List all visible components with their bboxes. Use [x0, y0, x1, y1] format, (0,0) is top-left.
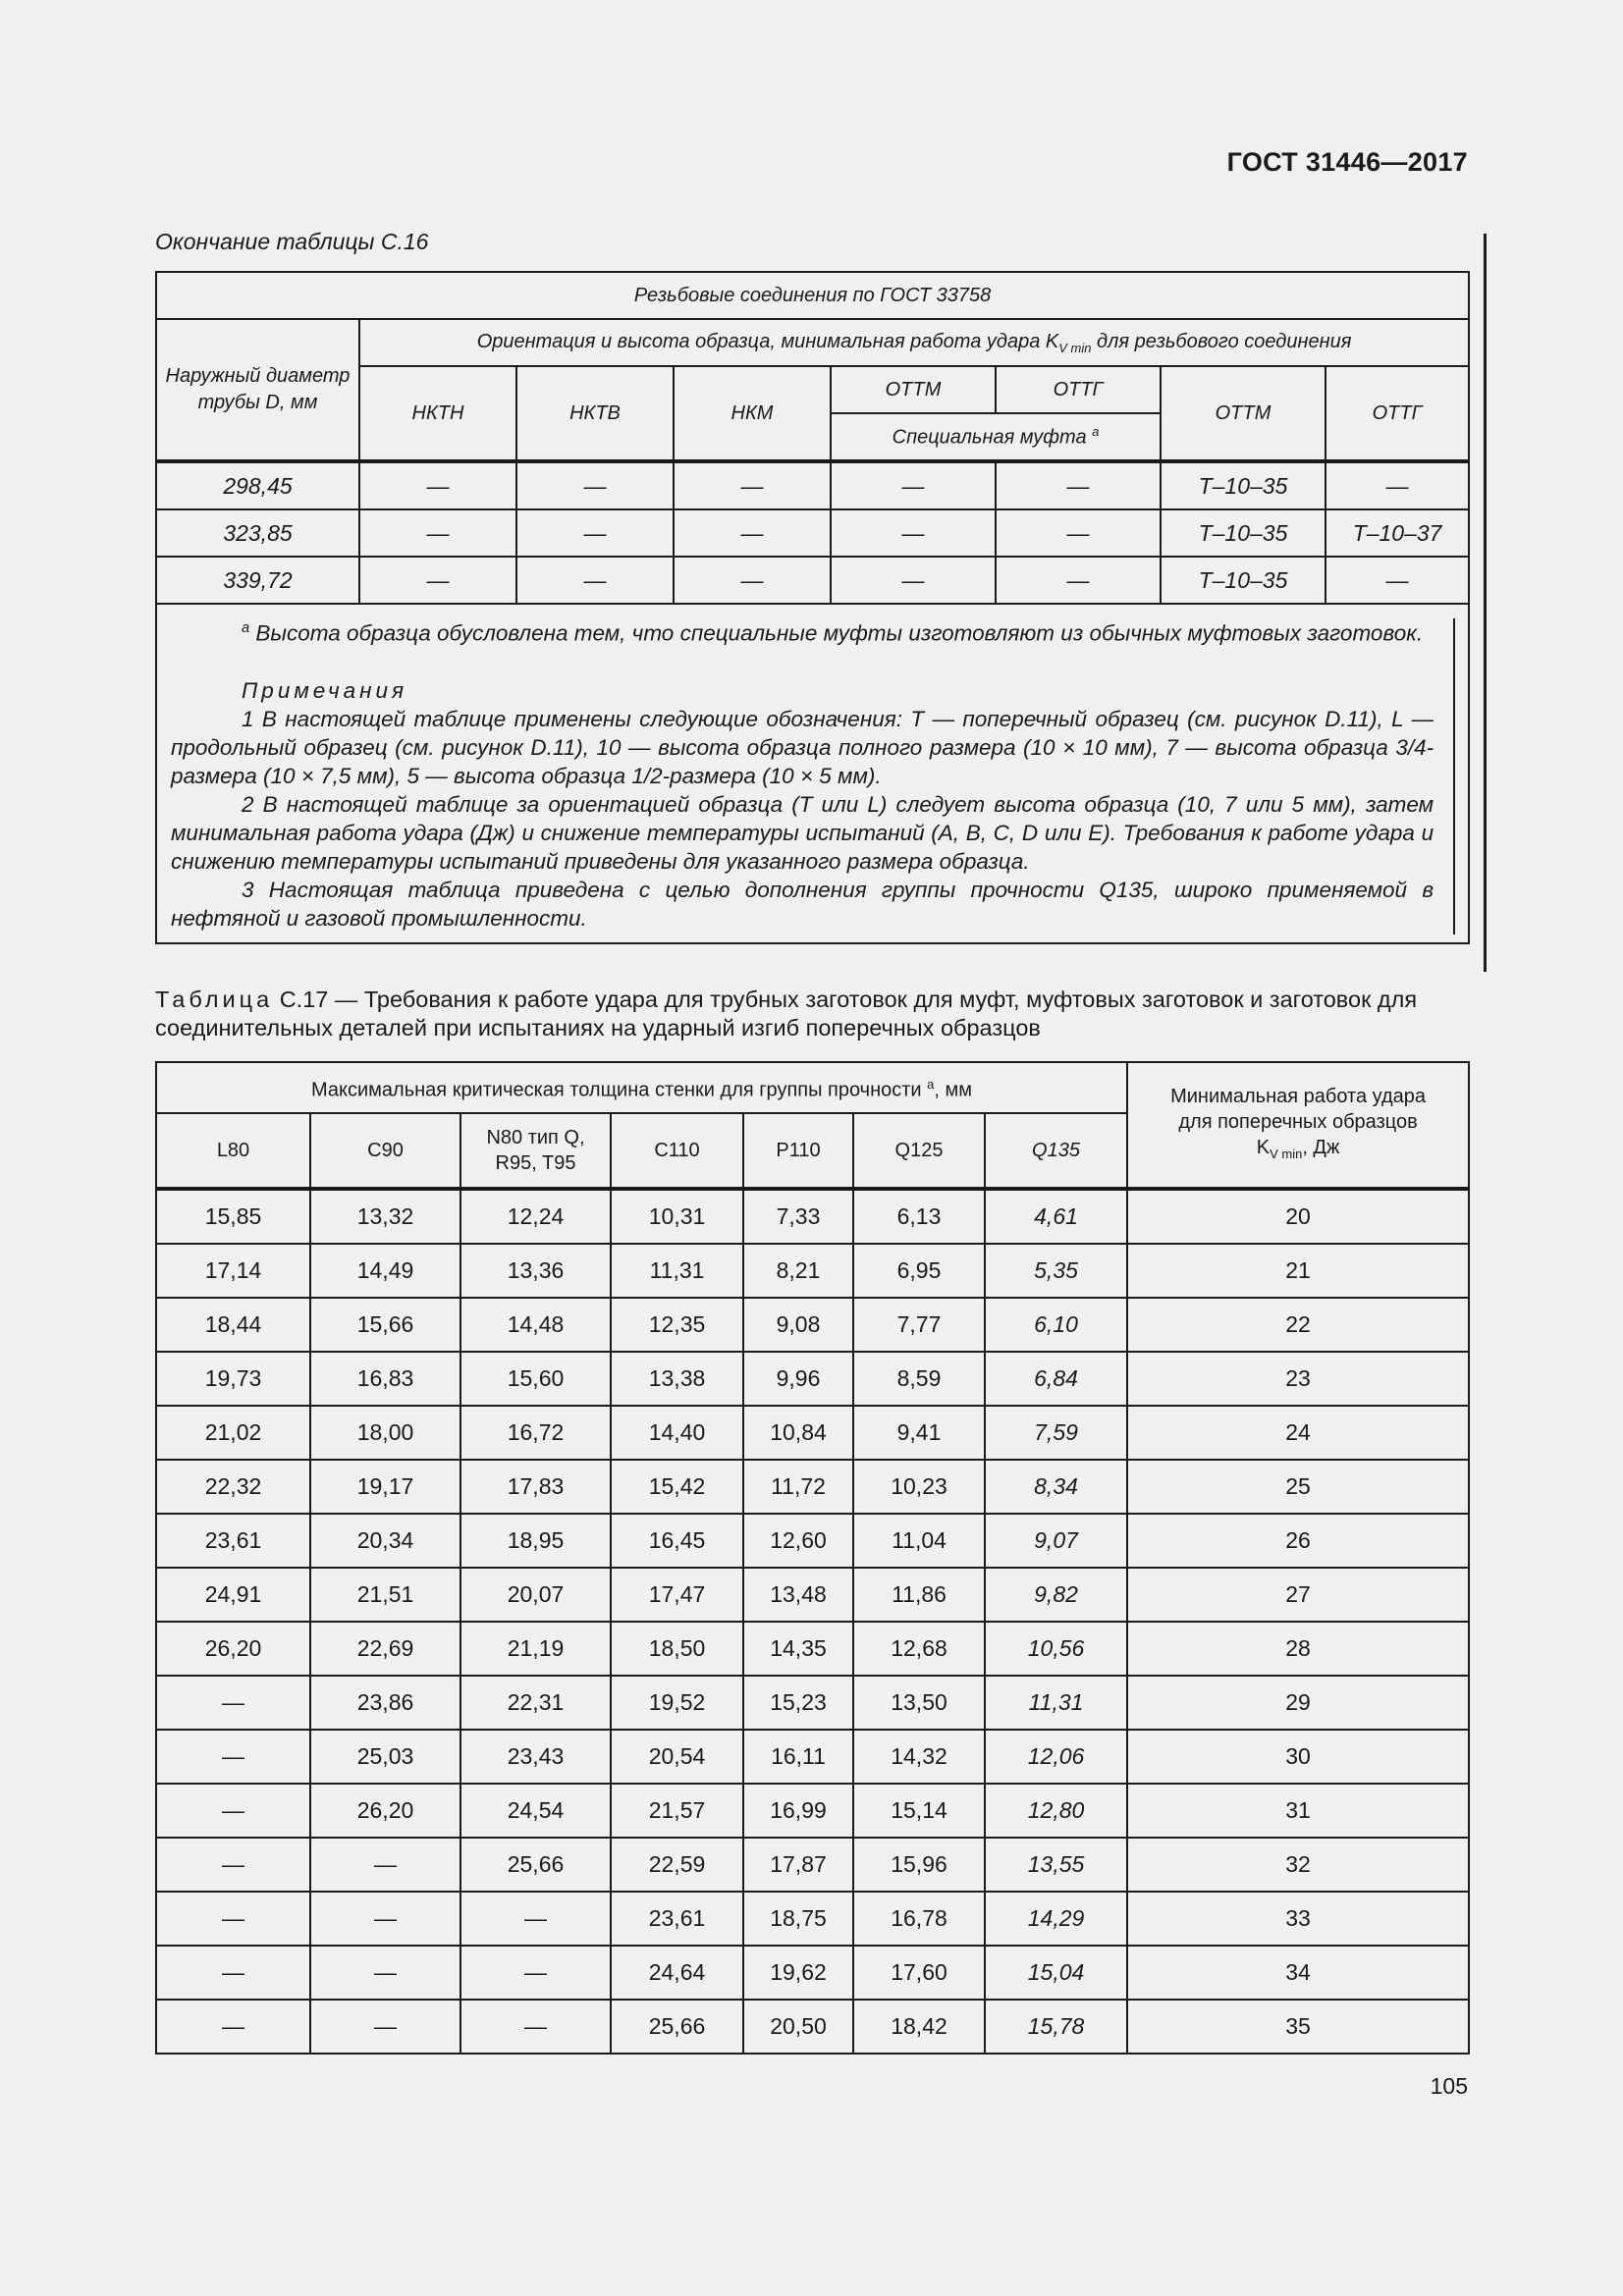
table-c16-notes [156, 604, 1469, 943]
col-head-ottm-special: ОТТМ [831, 366, 996, 413]
table-cell: Т–10–35 [1161, 557, 1325, 604]
table-c17-title: Таблица С.17 — Требования к работе удара для трубных заготовок для муфт, муфтовых заготовок и заготовок для соединительных деталей при испытаниях на ударный изгиб поперечных образцов [155, 987, 1418, 1041]
table-cell: 25,66 [611, 2000, 743, 2054]
notes-title: Примечания [242, 677, 408, 703]
table-cell: 13,50 [853, 1676, 985, 1730]
table-cell: — [359, 509, 516, 557]
col-head-nkm: НКМ [674, 366, 831, 461]
table-cell: 14,48 [460, 1298, 611, 1352]
table-cell: 9,82 [985, 1568, 1127, 1622]
table-cell: 19,17 [310, 1460, 460, 1514]
table-cell: 15,78 [985, 2000, 1127, 2054]
table-cell: 15,60 [460, 1352, 611, 1406]
table-cell: 27 [1127, 1568, 1469, 1622]
table-cell: 18,95 [460, 1514, 611, 1568]
table-cell: — [310, 1838, 460, 1892]
table-cell: — [310, 1892, 460, 1946]
table-cell: 13,38 [611, 1352, 743, 1406]
table-cell: 11,31 [985, 1676, 1127, 1730]
table-cell: 7,77 [853, 1298, 985, 1352]
table-cell: 23,86 [310, 1676, 460, 1730]
table-cell: — [310, 2000, 460, 2054]
table-cell: 19,52 [611, 1676, 743, 1730]
table-cell: 25 [1127, 1460, 1469, 1514]
table-cell: 15,66 [310, 1298, 460, 1352]
table-cell: 21,51 [310, 1568, 460, 1622]
table-cell: Т–10–35 [1161, 509, 1325, 557]
table-cell: 14,49 [310, 1244, 460, 1298]
table-cell: Т–10–37 [1325, 509, 1469, 557]
table-cell: — [516, 509, 674, 557]
table-cell: 7,59 [985, 1406, 1127, 1460]
table-c16-row [156, 557, 1469, 604]
table-cell: 28 [1127, 1622, 1469, 1676]
table-cell: 14,40 [611, 1406, 743, 1460]
table-cell: 29 [1127, 1676, 1469, 1730]
table-cell: 12,06 [985, 1730, 1127, 1784]
table-c17-row [156, 1676, 1469, 1730]
table-cell: 25,66 [460, 1838, 611, 1892]
table-c16-row [156, 509, 1469, 557]
col-head-q125: Q125 [853, 1113, 985, 1189]
table-cell: 18,00 [310, 1406, 460, 1460]
table-cell: — [156, 1838, 310, 1892]
table-cell: 22 [1127, 1298, 1469, 1352]
table-cell: 15,04 [985, 1946, 1127, 2000]
table-cell: 20,54 [611, 1730, 743, 1784]
table-cell: — [831, 509, 996, 557]
table-cell: 13,55 [985, 1838, 1127, 1892]
table-cell: — [359, 461, 516, 509]
table-cell: 298,45 [156, 461, 359, 509]
table-c16-row [156, 461, 1469, 509]
table-cell: 18,75 [743, 1892, 853, 1946]
table-cell: — [156, 1730, 310, 1784]
table-cell: 32 [1127, 1838, 1469, 1892]
table-cell: 10,23 [853, 1460, 985, 1514]
table-cell: 13,48 [743, 1568, 853, 1622]
table-cell: 8,21 [743, 1244, 853, 1298]
table-cell: 16,11 [743, 1730, 853, 1784]
table-cell: 22,32 [156, 1460, 310, 1514]
table-cell: — [831, 461, 996, 509]
table-cell: 13,36 [460, 1244, 611, 1298]
table-cell: — [996, 509, 1161, 557]
table-cell: — [674, 509, 831, 557]
table-cell: 18,44 [156, 1298, 310, 1352]
table-cell: 20,07 [460, 1568, 611, 1622]
table-cell: 31 [1127, 1784, 1469, 1838]
table-cell: 8,34 [985, 1460, 1127, 1514]
col-head-q135: Q135 [985, 1113, 1127, 1189]
note-3: 3 Настоящая таблица приведена с целью дополнения группы прочности Q135, широко применяемой в нефтяной и газовой промышленности. [171, 877, 1434, 931]
table-cell: 12,24 [460, 1189, 611, 1244]
table-cell: 12,68 [853, 1622, 985, 1676]
table-c17-row [156, 1352, 1469, 1406]
table-cell: — [156, 1892, 310, 1946]
table-cell: 22,59 [611, 1838, 743, 1892]
page-number: 105 [1430, 2073, 1468, 2099]
table-cell: 34 [1127, 1946, 1469, 2000]
table-cell: 21 [1127, 1244, 1469, 1298]
table-cell: 23,43 [460, 1730, 611, 1784]
table-c17-row [156, 1460, 1469, 1514]
table-cell: 16,78 [853, 1892, 985, 1946]
table-cell: 10,84 [743, 1406, 853, 1460]
table-cell: — [674, 557, 831, 604]
table-cell: 6,10 [985, 1298, 1127, 1352]
table-cell: — [674, 461, 831, 509]
table-cell: 18,42 [853, 2000, 985, 2054]
col-head-impact-work: Минимальная работа удара для поперечных образцов $K_{V min}$, Дж [1127, 1062, 1469, 1189]
table-c17 [155, 1061, 1470, 2055]
table-cell: 23 [1127, 1352, 1469, 1406]
table-cell: — [310, 1946, 460, 2000]
table-c16-caption: Окончание таблицы С.16 [155, 229, 429, 254]
table-cell: 17,14 [156, 1244, 310, 1298]
table-c17-row [156, 1784, 1469, 1838]
table-cell: 11,04 [853, 1514, 985, 1568]
col-head-ottg-special: ОТТГ [996, 366, 1161, 413]
table-c17-row [156, 1730, 1469, 1784]
table-cell: — [359, 557, 516, 604]
table-c17-row [156, 1892, 1469, 1946]
col-head-l80: L80 [156, 1113, 310, 1189]
table-cell: — [460, 1892, 611, 1946]
table-cell: 6,95 [853, 1244, 985, 1298]
col-head-c90: C90 [310, 1113, 460, 1189]
table-c17-row [156, 1568, 1469, 1622]
table-cell: 17,47 [611, 1568, 743, 1622]
col-head-diameter: Наружный диаметр трубы D, мм [156, 319, 359, 461]
document-code: ГОСТ 31446—2017 [1226, 147, 1468, 177]
col-head-c110: C110 [611, 1113, 743, 1189]
table-cell: 10,56 [985, 1622, 1127, 1676]
table-cell: 20,34 [310, 1514, 460, 1568]
table-cell: 323,85 [156, 509, 359, 557]
table-cell: 24,64 [611, 1946, 743, 2000]
table-cell: 16,45 [611, 1514, 743, 1568]
table-cell: 5,35 [985, 1244, 1127, 1298]
table-cell: 26 [1127, 1514, 1469, 1568]
table-cell: 14,32 [853, 1730, 985, 1784]
table-c17-row [156, 1514, 1469, 1568]
revision-bar [1484, 234, 1487, 972]
table-cell: — [831, 557, 996, 604]
table-cell: 13,32 [310, 1189, 460, 1244]
table-cell: 19,62 [743, 1946, 853, 2000]
table-cell: 9,41 [853, 1406, 985, 1460]
table-cell: 21,57 [611, 1784, 743, 1838]
col-head-ottm: ОТТМ [1161, 366, 1325, 461]
table-c16-title: Резьбовые соединения по ГОСТ 33758 [156, 272, 1469, 319]
col-head-p110: P110 [743, 1113, 853, 1189]
table-cell: 14,35 [743, 1622, 853, 1676]
col-head-thickness: Максимальная критическая толщина стенки для группы прочности $^a$, мм [156, 1062, 1127, 1113]
table-c17-row [156, 1189, 1469, 1244]
table-cell: 26,20 [310, 1784, 460, 1838]
table-cell: 12,60 [743, 1514, 853, 1568]
table-cell: 18,50 [611, 1622, 743, 1676]
table-cell: Т–10–35 [1161, 461, 1325, 509]
table-cell: 11,86 [853, 1568, 985, 1622]
table-cell: 9,07 [985, 1514, 1127, 1568]
table-c17-row [156, 2000, 1469, 2054]
table-cell: 17,60 [853, 1946, 985, 2000]
table-c17-row [156, 1622, 1469, 1676]
col-head-nktv: НКТВ [516, 366, 674, 461]
table-cell: 16,83 [310, 1352, 460, 1406]
table-cell: — [460, 2000, 611, 2054]
table-cell: 10,31 [611, 1189, 743, 1244]
table-cell: — [996, 557, 1161, 604]
table-cell: 11,72 [743, 1460, 853, 1514]
table-cell: 16,99 [743, 1784, 853, 1838]
table-cell: 15,14 [853, 1784, 985, 1838]
table-cell: 22,31 [460, 1676, 611, 1730]
table-cell: 17,87 [743, 1838, 853, 1892]
table-c17-row [156, 1244, 1469, 1298]
table-cell: 4,61 [985, 1189, 1127, 1244]
table-cell: 12,80 [985, 1784, 1127, 1838]
table-cell: 15,96 [853, 1838, 985, 1892]
table-cell: — [1325, 557, 1469, 604]
table-cell: 15,23 [743, 1676, 853, 1730]
table-cell: 339,72 [156, 557, 359, 604]
table-cell: 26,20 [156, 1622, 310, 1676]
table-cell: 6,84 [985, 1352, 1127, 1406]
table-c17-row [156, 1946, 1469, 2000]
table-cell: 7,33 [743, 1189, 853, 1244]
col-head-ottg: ОТТГ [1325, 366, 1469, 461]
table-cell: 15,42 [611, 1460, 743, 1514]
table-cell: — [460, 1946, 611, 2000]
col-head-special-coupling: Специальная муфта $^a$ [831, 413, 1161, 461]
table-cell: 30 [1127, 1730, 1469, 1784]
table-cell: — [156, 2000, 310, 2054]
table-cell: 19,73 [156, 1352, 310, 1406]
table-cell: 20 [1127, 1189, 1469, 1244]
table-cell: 9,08 [743, 1298, 853, 1352]
table-cell: — [516, 557, 674, 604]
col-head-nktn: НКТН [359, 366, 516, 461]
table-cell: 14,29 [985, 1892, 1127, 1946]
table-c17-row [156, 1298, 1469, 1352]
table-cell: 16,72 [460, 1406, 611, 1460]
table-c17-row [156, 1406, 1469, 1460]
col-head-orientation: Ориентация и высота образца, минимальная работа удара $K_{V min}$ для резьбового соединения [359, 319, 1469, 366]
note-2: 2 В настоящей таблице за ориентацией образца (Т или L) следует высота образца (10, 7 или 5 мм), затем минимальная работа удара (Дж) и снижение температуры испытаний (А, В, С, D или Е). Требования к работе удара и снижению температуры испытаний приведены для указанного размера образца. [171, 791, 1434, 874]
table-c16 [155, 271, 1470, 944]
table-cell: 21,02 [156, 1406, 310, 1460]
table-c17-row [156, 1838, 1469, 1892]
col-head-n80: N80 тип Q, R95, T95 [460, 1113, 611, 1189]
table-cell: 35 [1127, 2000, 1469, 2054]
table-cell: — [156, 1946, 310, 2000]
table-cell: 21,19 [460, 1622, 611, 1676]
table-cell: 9,96 [743, 1352, 853, 1406]
table-cell: 17,83 [460, 1460, 611, 1514]
table-cell: 24,91 [156, 1568, 310, 1622]
table-cell: 20,50 [743, 2000, 853, 2054]
table-cell: 8,59 [853, 1352, 985, 1406]
table-cell: 23,61 [611, 1892, 743, 1946]
table-cell: 33 [1127, 1892, 1469, 1946]
table-cell: 24,54 [460, 1784, 611, 1838]
table-cell: 11,31 [611, 1244, 743, 1298]
table-cell: — [156, 1784, 310, 1838]
note-1: 1 В настоящей таблице применены следующие обозначения: Т — поперечный образец (см. рисунок D.11), L — продольный образец (см. рисунок D.11), 10 — высота образца полного размера (10 × 10 мм), 7 — высота образца 3/4-размера (10 × 7,5 мм), 5 — высота образца 1/2-размера (10 × 5 мм). [171, 706, 1434, 788]
table-cell: 23,61 [156, 1514, 310, 1568]
table-cell: 22,69 [310, 1622, 460, 1676]
table-cell: — [156, 1676, 310, 1730]
table-cell: 25,03 [310, 1730, 460, 1784]
table-cell: — [996, 461, 1161, 509]
table-cell: 24 [1127, 1406, 1469, 1460]
table-cell: 12,35 [611, 1298, 743, 1352]
table-cell: 15,85 [156, 1189, 310, 1244]
footnote-a: $^a$ Высота образца обусловлена тем, что специальные муфты изготовляют из обычных муфтовых заготовок. [242, 620, 1424, 646]
table-cell: 6,13 [853, 1189, 985, 1244]
table-cell: — [516, 461, 674, 509]
table-cell: — [1325, 461, 1469, 509]
